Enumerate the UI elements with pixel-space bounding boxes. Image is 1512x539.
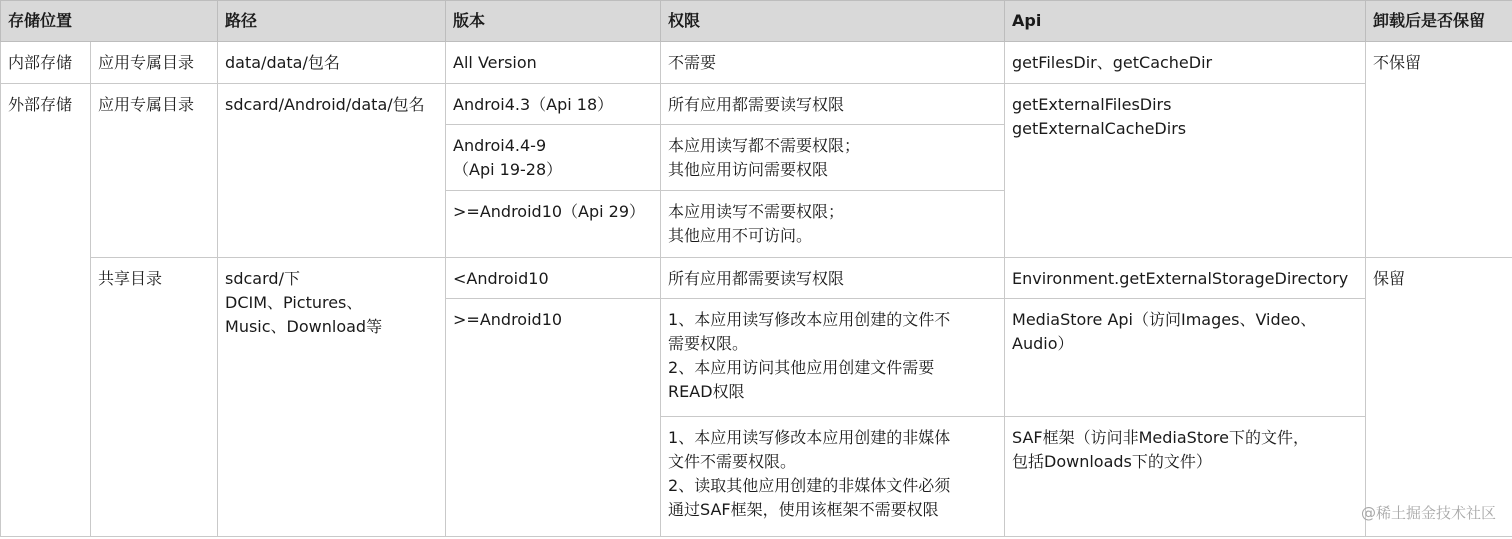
path-line: sdcard/下 xyxy=(225,269,300,288)
permission-line: 通过SAF框架，使用该框架不需要权限 xyxy=(668,500,939,519)
path-line: DCIM、Pictures、 xyxy=(225,293,363,312)
cell-api-internal: getFilesDir、getCacheDir xyxy=(1005,42,1366,84)
api-line: getExternalCacheDirs xyxy=(1012,119,1187,138)
cell-version-external-v1: Androi4.3（Api 18） xyxy=(446,84,661,125)
permission-line: 其他应用访问需要权限 xyxy=(668,160,829,179)
header-retain: 卸载后是否保留 xyxy=(1366,1,1512,42)
cell-sublocation-shared: 共享目录 xyxy=(91,258,218,537)
cell-permission-shared-v1: 所有应用都需要读写权限 xyxy=(661,258,1005,299)
path-line: Music、Download等 xyxy=(225,317,383,336)
cell-location-external: 外部存储 xyxy=(1,84,91,537)
permission-line: 需要权限。 xyxy=(668,334,749,353)
cell-permission-shared-media xyxy=(661,299,1005,417)
permission-line: 文件不需要权限。 xyxy=(668,452,797,471)
cell-permission-internal: 不需要 xyxy=(661,42,1005,84)
permission-line: 本应用读写不需要权限； xyxy=(668,202,845,221)
header-location: 存储位置 xyxy=(1,1,218,42)
api-line: MediaStore Api（访问Images、Video、 xyxy=(1012,310,1317,329)
cell-permission-external-v3 xyxy=(661,191,1005,258)
cell-api-shared-v1: Environment.getExternalStorageDirectory xyxy=(1005,258,1366,299)
cell-path-external: sdcard/Android/data/包名 xyxy=(218,84,446,258)
header-permission: 权限 xyxy=(661,1,1005,42)
cell-version-shared-v1: <Android10 xyxy=(446,258,661,299)
version-line: （Api 19-28） xyxy=(453,160,563,179)
permission-line: 2、本应用访问其他应用创建文件需要 xyxy=(668,358,935,377)
watermark: @稀土掘金技术社区 xyxy=(1360,504,1496,522)
permission-line: 1、本应用读写修改本应用创建的非媒体 xyxy=(668,428,951,447)
cell-api-shared-saf xyxy=(1005,417,1366,537)
api-line: getExternalFilesDirs xyxy=(1012,95,1172,114)
cell-sublocation-internal: 应用专属目录 xyxy=(91,42,218,84)
cell-sublocation-external: 应用专属目录 xyxy=(91,84,218,258)
permission-line: READ权限 xyxy=(668,382,745,401)
cell-permission-external-v1: 所有应用都需要读写权限 xyxy=(661,84,1005,125)
cell-api-shared-media xyxy=(1005,299,1366,417)
api-line: Audio） xyxy=(1012,334,1074,353)
cell-location-internal: 内部存储 xyxy=(1,42,91,84)
version-line: Androi4.4-9 xyxy=(453,136,547,155)
permission-line: 1、本应用读写修改本应用创建的文件不 xyxy=(668,310,951,329)
permission-line: 2、读取其他应用创建的非媒体文件必须 xyxy=(668,476,951,495)
cell-permission-shared-saf xyxy=(661,417,1005,537)
cell-version-internal: All Version xyxy=(446,42,661,84)
cell-path-internal: data/data/包名 xyxy=(218,42,446,84)
header-api: Api xyxy=(1005,1,1366,42)
header-version: 版本 xyxy=(446,1,661,42)
cell-version-external-v3: >=Android10（Api 29） xyxy=(446,191,661,258)
table-row-internal xyxy=(1,42,1512,84)
table-row-shared-v1 xyxy=(1,258,1512,299)
cell-permission-external-v2 xyxy=(661,125,1005,191)
permission-line: 其他应用不可访问。 xyxy=(668,226,813,245)
header-path: 路径 xyxy=(218,1,446,42)
cell-api-external xyxy=(1005,84,1366,258)
permission-line: 本应用读写都不需要权限； xyxy=(668,136,861,155)
cell-version-shared-v2: >=Android10 xyxy=(446,299,661,537)
cell-retain-shared: 保留 xyxy=(1366,258,1512,537)
cell-path-shared xyxy=(218,258,446,537)
cell-retain-internal: 不保留 xyxy=(1366,42,1512,258)
header-row xyxy=(1,1,1512,42)
api-line: 包括Downloads下的文件） xyxy=(1012,452,1212,471)
table-row-external-v1 xyxy=(1,84,1512,125)
cell-version-external-v2 xyxy=(446,125,661,191)
api-line: SAF框架（访问非MediaStore下的文件， xyxy=(1012,428,1309,447)
